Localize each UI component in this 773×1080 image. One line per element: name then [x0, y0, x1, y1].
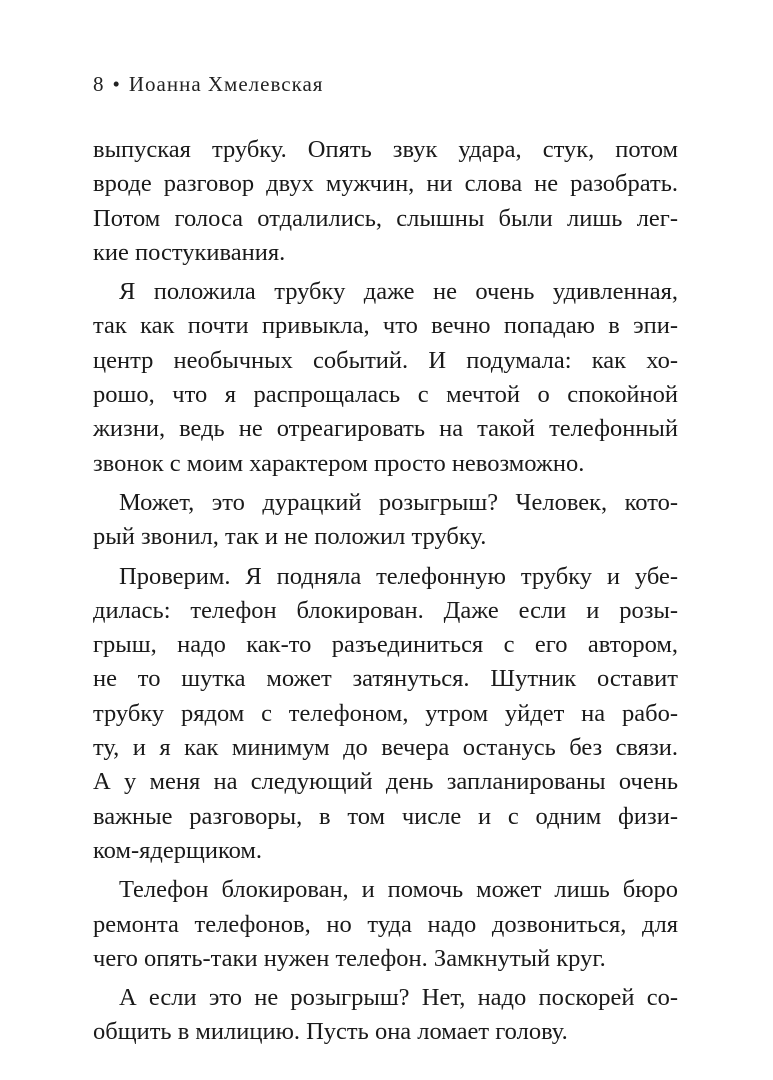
text-line: А если это не розыгрыш? Нет, надо поскорей со-: [119, 984, 678, 1012]
paragraph: [93, 560, 678, 869]
text-line: Телефон блокирован, и помочь может лишь бюро: [119, 876, 678, 904]
header-separator: •: [112, 72, 121, 96]
text-line: Проверим. Я подняла телефонную трубку и убе-: [119, 562, 678, 590]
text-line: так как почти привыкла, что вечно попадаю в эпи-: [93, 312, 678, 340]
text-line: Может, это дурацкий розыгрыш? Человек, кото-: [119, 488, 678, 516]
text-line: Потом голоса отдалились, слышны были лишь лег-: [93, 204, 678, 232]
text-line: звонок с моим характером просто невозможно.: [93, 449, 585, 477]
text-line: ту, и я как минимум до вечера останусь без связи.: [93, 734, 678, 762]
text-line: общить в милицию. Пусть она ломает голову.: [93, 1018, 568, 1046]
paragraph: [93, 981, 678, 1050]
body-text: [93, 133, 678, 1050]
book-page: [93, 70, 678, 1050]
text-line: выпуская трубку. Опять звук удара, стук, потом: [93, 136, 678, 163]
text-line: рый звонил, так и не положил трубку.: [93, 523, 487, 551]
text-line: трубку рядом с телефоном, утром уйдет на рабо-: [93, 699, 678, 727]
text-line: Я положила трубку даже не очень удивленная,: [119, 278, 678, 306]
text-line: не то шутка может затянуться. Шутник оставит: [93, 665, 678, 693]
text-line: грыш, надо как-то разъединиться с его автором,: [93, 631, 678, 659]
text-line: жизни, ведь не отреагировать на такой телефонный: [93, 415, 678, 443]
running-head-author: Иоанна Хмелевская: [128, 72, 324, 96]
text-line: центр необычных событий. И подумала: как хо-: [93, 346, 678, 374]
text-line: ком-ядерщиком.: [93, 836, 263, 864]
text-line: ремонта телефонов, но туда надо дозвониться, для: [93, 910, 678, 938]
text-line: важные разговоры, в том числе и с одним физи-: [93, 802, 678, 830]
text-line: кие постукивания.: [93, 238, 286, 266]
text-line: рошо, что я распрощалась с мечтой о спокойной: [93, 381, 678, 409]
running-head: [93, 70, 678, 98]
paragraph: [93, 873, 678, 976]
text-line: А у меня на следующий день запланированы очень: [93, 768, 678, 796]
text-line: вроде разговор двух мужчин, ни слова не разобрать.: [93, 170, 678, 198]
text-line: чего опять-таки нужен телефон. Замкнутый круг.: [93, 944, 606, 972]
paragraph: [93, 133, 678, 270]
paragraph: [93, 275, 678, 481]
paragraph: [93, 486, 678, 555]
page-number: 8: [93, 72, 105, 96]
text-line: дилась: телефон блокирован. Даже если и розы-: [93, 596, 678, 624]
